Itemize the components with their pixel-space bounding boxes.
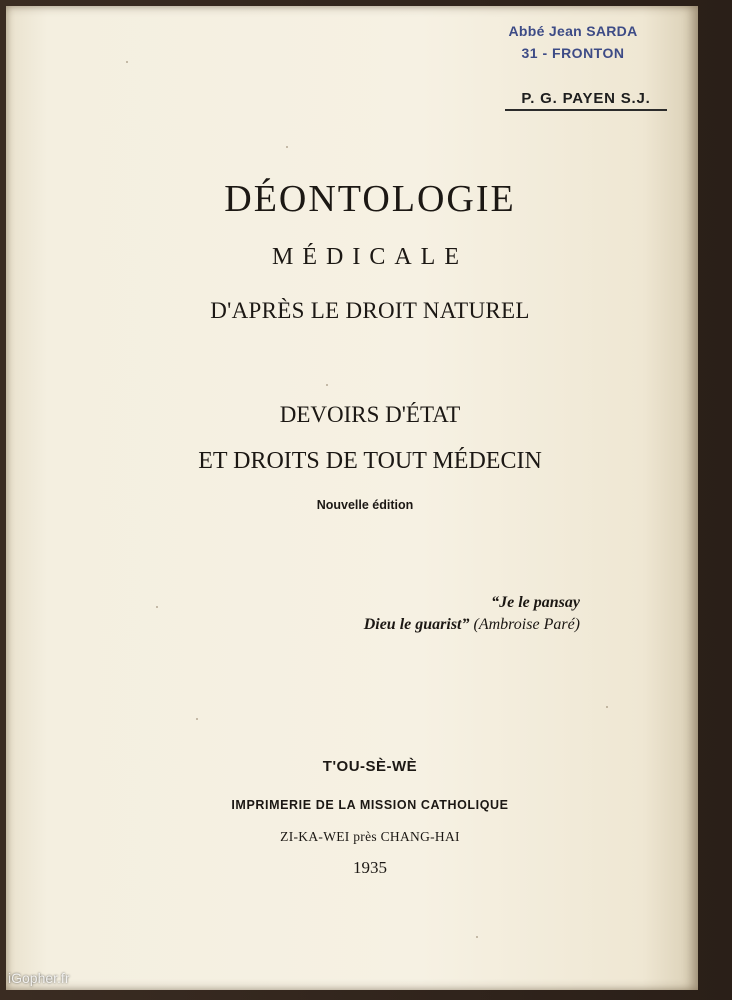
book-subtitle: MÉDICALE — [272, 244, 468, 270]
epigraph-text: Dieu le guarist” — [363, 616, 470, 633]
epigraph-line-2 — [270, 616, 580, 634]
epigraph-line-1: “Je le pansay — [491, 594, 580, 611]
stamp-town: 31 - FRONTON — [521, 45, 625, 61]
author-name: P. G. PAYEN S.J. — [505, 90, 667, 111]
imprint-place: T'OU-SÈ-WÈ — [322, 758, 418, 775]
imprint-city: ZI-KA-WEI près CHANG-HAI — [280, 829, 460, 844]
owner-stamp — [478, 20, 668, 64]
duties-line-2: ET DROITS DE TOUT MÉDECIN — [198, 448, 542, 474]
imprint-printer: IMPRIMERIE DE LA MISSION CATHOLIQUE — [231, 798, 509, 812]
book-title: DÉONTOLOGIE — [224, 178, 516, 220]
imprint-year: 1935 — [353, 858, 387, 877]
duties-line-1: DEVOIRS D'ÉTAT — [279, 402, 461, 427]
book-subtitle-2: D'APRÈS LE DROIT NATUREL — [210, 298, 530, 323]
edition-note: Nouvelle édition — [316, 498, 414, 512]
watermark: iGopher.fr — [8, 970, 70, 986]
epigraph-source: (Ambroise Paré) — [473, 616, 580, 633]
stamp-name: Abbé Jean SARDA — [508, 23, 638, 39]
